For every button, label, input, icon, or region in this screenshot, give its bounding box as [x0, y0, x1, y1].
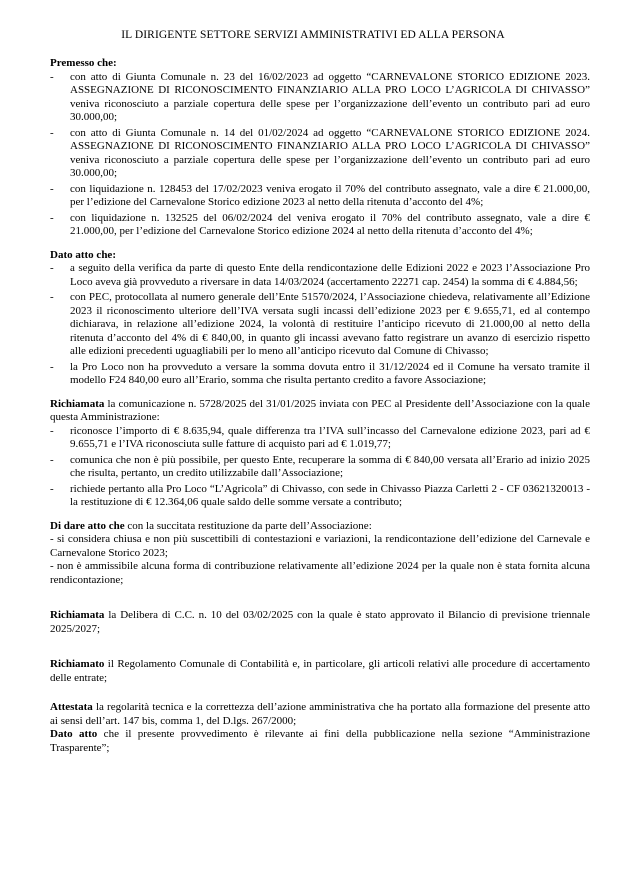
paragraph-dato-atto-finale: Dato atto che il presente provvedimento è rilevante ai fini della pubblicazione nella sezione “Amministrazione Trasparente”;: [50, 728, 590, 754]
paragraph-di-dare-atto: Di dare atto che con la succitata restituzione da parte dell’Associazione:: [50, 519, 372, 532]
premesso-list: [50, 71, 590, 239]
section-dato-atto: [50, 249, 590, 388]
paragraph-attestata: Attestata la regolarità tecnica e la correttezza dell’azione amministrativa che ha portato alla formazione del presente atto ai sensi dell’art. 147 bis, comma 1, del D.lgs. 267/2000;: [50, 701, 590, 727]
section-richiamato-regolamento: [50, 658, 590, 685]
list-item: - con liquidazione n. 128453 del 17/02/2023 veniva erogato il 70% del contributo assegnato, vale a dire € 21.000,00, per l’edizione del Carnevalone Storico edizione 2023 al netto della ritenuta d’acconto del 4%;: [50, 183, 590, 210]
list-item: - con liquidazione n. 132525 del 06/02/2024 del veniva erogato il 70% del contributo assegnato, vale a dire € 21.000,00, per l’edizione del Carnevalone Storico edizione 2024 al netto della ritenuta d’acconto del 4%;: [50, 212, 590, 239]
list-item: - a seguito della verifica da parte di questo Ente della rendicontazione delle Edizioni 2022 e 2023 l’Associazione Pro Loco aveva già provveduto a riversare in data 14/03/2024 (accertamento 22271 cap. 2454) la somma di € 4.884,56;: [50, 262, 590, 289]
list-item: - con atto di Giunta Comunale n. 14 del 01/02/2024 ad oggetto “CARNEVALONE STORICO EDIZIONE 2024. ASSEGNAZIONE DI RICONOSCIMENTO FINANZIARIO ALLA PRO LOCO L’AGRICOLA DI CHIVASSO” veniva riconosciuto a parziale copertura delle spese per l’organizzazione dell’evento un contributo pari ad euro 30.000,00;: [50, 127, 590, 181]
paragraph-richiamata-delibera: Richiamata la Delibera di C.C. n. 10 del 03/02/2025 con la quale è stato approvato il Bilancio di previsione triennale 2025/2027;: [50, 609, 590, 635]
richiamata-list: [50, 425, 590, 510]
dato-atto-list: [50, 262, 590, 388]
list-item: - la Pro Loco non ha provveduto a versare la somma dovuta entro il 31/12/2024 ed il Comune ha versato tramite il modello F24 840,00 euro all’Erario, somma che risulta pertanto credito a favore Associazione;: [50, 361, 590, 388]
section-di-dare-atto: [50, 520, 590, 588]
section-heading-dato-atto: Dato atto che:: [50, 248, 116, 261]
list-item: - con PEC, protocollata al numero generale dell’Ente 51570/2024, l’Associazione chiedeva, relativamente all’Edizione 2023 il riconoscimento ulteriore dell’IVA versata sugli incassi dell’edizione 2023 per € 9.655,71, ed al contempo dichiarava, in relazione all’edizione 2024, la volontà di restituire l’anticipo ricevuto di 21.000,00 al netto della ritenuta d’acconto del 4% di € 840,00, in quanto gli incassi avevano fatto registrare un avanzo di esercizio rispetto alle edizioni precedenti uguagliabili per lo meno all’anticipo ricevuto dal Comune di Chivasso;: [50, 291, 590, 359]
list-item: - con atto di Giunta Comunale n. 23 del 16/02/2023 ad oggetto “CARNEVALONE STORICO EDIZIONE 2023. ASSEGNAZIONE DI RICONOSCIMENTO FINANZIARIO ALLA PRO LOCO L’AGRICOLA DI CHIVASSO” veniva riconosciuto a parziale copertura delle spese per l’organizzazione dell’evento un contributo pari ad euro 30.000,00;: [50, 71, 590, 125]
paragraph-line: - non è ammissibile alcuna forma di contribuzione relativamente all’edizione 2024 per la quale non è stata fornita alcuna rendicontazione;: [50, 560, 590, 586]
paragraph-line: - si considera chiusa e non più suscettibili di contestazioni e variazioni, la rendicontazione dell’edizione del Carnevale e Carnevalone Storico 2023;: [50, 533, 590, 559]
section-premesso: [50, 57, 590, 239]
document-title: IL DIRIGENTE SETTORE SERVIZI AMMINISTRATIVI ED ALLA PERSONA: [121, 29, 505, 41]
paragraph-richiamato-regolamento: Richiamato il Regolamento Comunale di Contabilità e, in particolare, gli articoli relativi alle procedure di accertamento delle entrate;: [50, 658, 590, 684]
section-attestata: [50, 701, 590, 755]
section-richiamata-comunicazione: [50, 398, 590, 510]
section-heading-premesso: Premesso che:: [50, 57, 117, 69]
list-item: - riconosce l’importo di € 8.635,94, quale differenza tra l’IVA sull’incasso del Carnevalone edizione 2023, pari ad € 9.655,71 e l’IVA riconosciuta sulle fatture di acquisto pari ad € 1.019,77;: [50, 425, 590, 452]
list-item: - richiede pertanto alla Pro Loco “L’Agricola” di Chivasso, con sede in Chivasso Piazza Carletti 2 - CF 03621320013 - la restituzione di € 12.364,06 quale saldo delle somme versate a contributo;: [50, 483, 590, 510]
section-richiamata-delibera: [50, 609, 590, 636]
document-body: [50, 57, 590, 755]
paragraph-richiamata-comunicazione: Richiamata la comunicazione n. 5728/2025 del 31/01/2025 inviata con PEC al Presidente dell’Associazione con la quale questa Amministrazione:: [50, 397, 590, 423]
list-item: - comunica che non è più possibile, per questo Ente, recuperare la somma di € 840,00 versata all’Erario ad inizio 2025 che risulta, pertanto, un credito utilizzabile dall’Associazione;: [50, 454, 590, 481]
